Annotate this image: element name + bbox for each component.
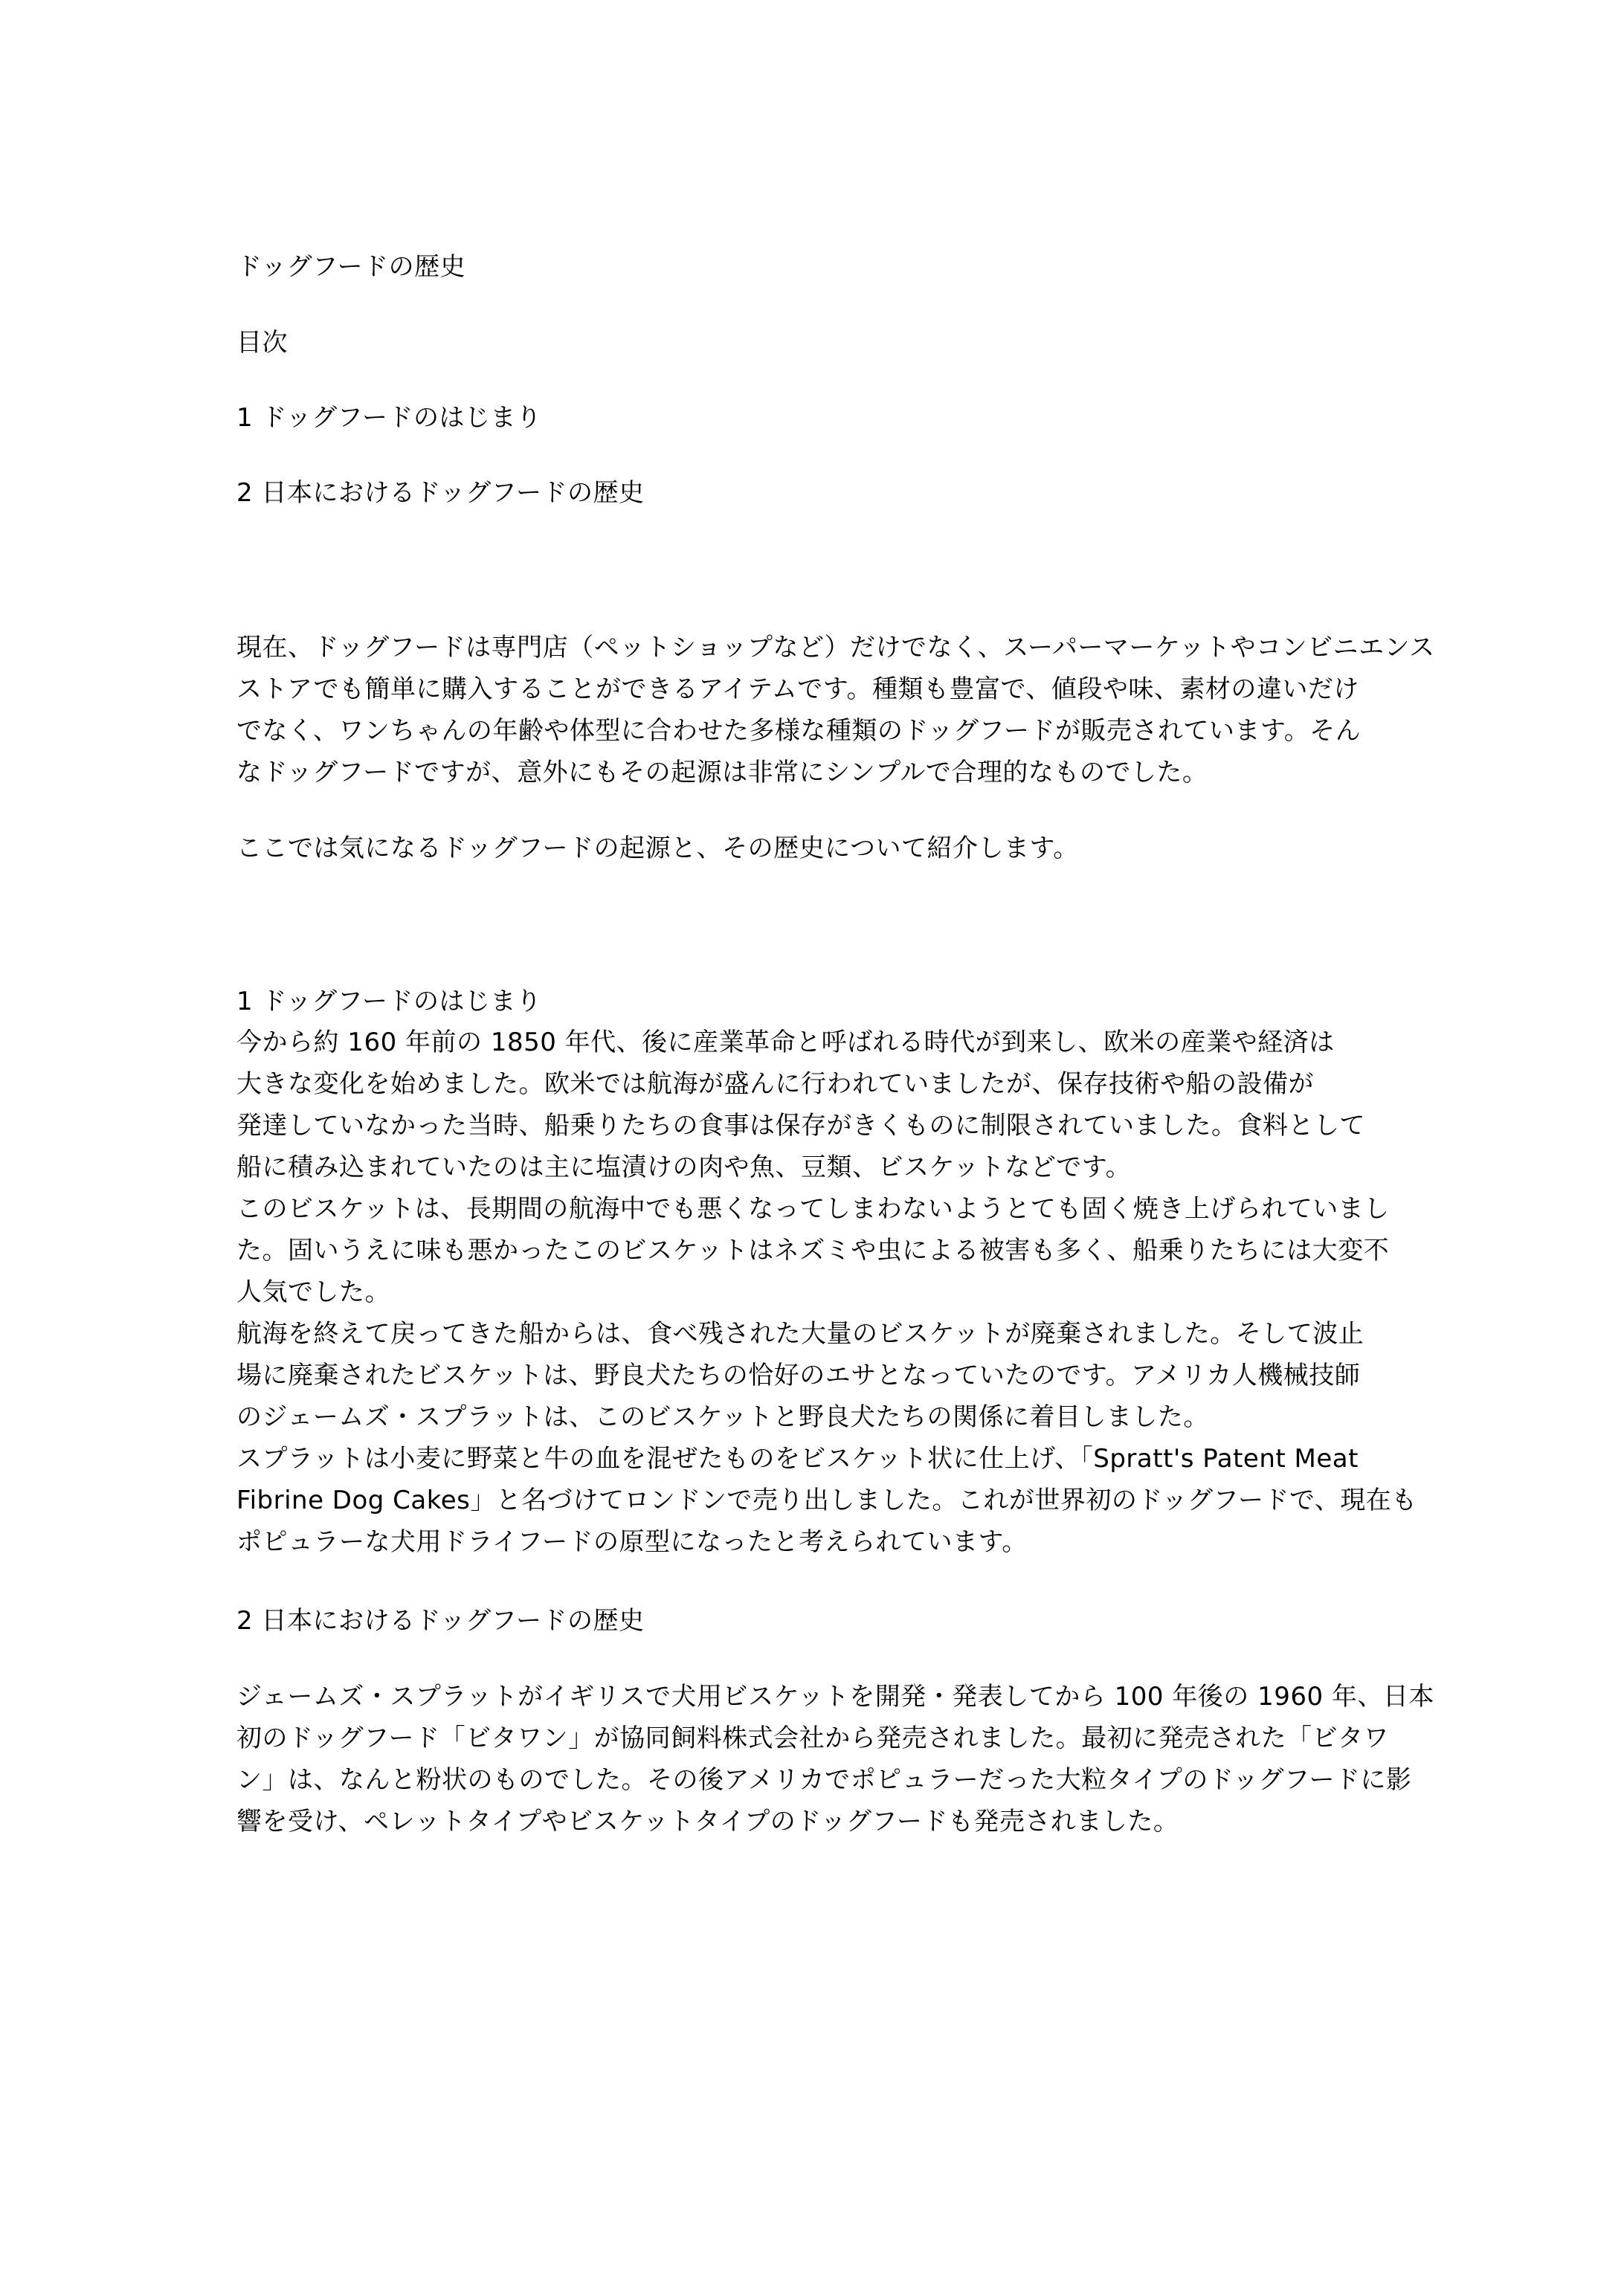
toc-item: 2 日本におけるドッグフードの歴史 bbox=[236, 478, 645, 508]
section1-line: スプラットは小麦に野菜と牛の血を混ぜたものをビスケット状に仕上げ、「Spratt's Patent Meat bbox=[236, 1444, 1359, 1474]
intro-line: 現在、ドッグフードは専門店（ペットショップなど）だけでなく、スーパーマーケットやコンビニエンス bbox=[236, 633, 1435, 662]
section1-line: 人気でした。 bbox=[236, 1277, 390, 1307]
intro-line: なドッグフードですが、意外にもその起源は非常にシンプルで合理的なものでした。 bbox=[236, 758, 1208, 787]
section1-line: た。固いうえに味も悪かったこのビスケットはネズミや虫による被害も多く、船乗りたちには大変不 bbox=[236, 1236, 1390, 1265]
section1-line: 航海を終えて戻ってきた船からは、食べ残された大量のビスケットが廃棄されました。そして波止 bbox=[236, 1319, 1364, 1349]
section1-line: 大きな変化を始めました。欧米では航海が盛んに行われていましたが、保存技術や船の設備が bbox=[236, 1069, 1314, 1099]
intro-line: ストアでも簡単に購入することができるアイテムです。種類も豊富で、値段や味、素材の違いだけ bbox=[236, 674, 1359, 704]
section2-line: 響を受け、ペレットタイプやビスケットタイプのドッグフードも発売されました。 bbox=[236, 1807, 1179, 1837]
section1-line: ポピュラーな犬用ドライフードの原型になったと考えられています。 bbox=[236, 1527, 1028, 1557]
intro-line: でなく、ワンちゃんの年齢や体型に合わせた多様な種類のドッグフードが販売されています。そん bbox=[236, 716, 1362, 746]
section1-line: 今から約 160 年前の 1850 年代、後に産業革命と呼ばれる時代が到来し、欧米の産業や経済は bbox=[236, 1028, 1335, 1057]
toc-heading: 目次 bbox=[236, 328, 288, 358]
section2-line: ン」は、なんと粉状のものでした。その後アメリカでポピュラーだった大粒タイプのドッグフードに影 bbox=[236, 1765, 1412, 1795]
intro-second-line: ここでは気になるドッグフードの起源と、その歴史について紹介します。 bbox=[236, 833, 1079, 863]
section1-heading: 1 ドッグフードのはじまり bbox=[236, 987, 542, 1016]
section1-line: のジェームズ・スプラットは、このビスケットと野良犬たちの関係に着目しました。 bbox=[236, 1402, 1209, 1432]
document-title: ドッグフードの歴史 bbox=[236, 252, 466, 282]
section1-line: Fibrine Dog Cakes」と名づけてロンドンで売り出しました。これが世界初のドッグフードで、現在も bbox=[236, 1486, 1417, 1515]
section2-line: ジェームズ・スプラットがイギリスで犬用ビスケットを開発・発表してから 100 年後の 1960 年、日本 bbox=[236, 1682, 1434, 1712]
toc-item: 1 ドッグフードのはじまり bbox=[236, 403, 542, 433]
section1-line: このビスケットは、長期間の航海中でも悪くなってしまわないようとても固く焼き上げられていまし bbox=[236, 1194, 1390, 1224]
section1-line: 発達していなかった当時、船乗りたちの食事は保存がきくものに制限されていました。食料として bbox=[236, 1111, 1365, 1141]
section2-heading: 2 日本におけるドッグフードの歴史 bbox=[236, 1606, 645, 1636]
section1-line: 場に廃棄されたビスケットは、野良犬たちの恰好のエサとなっていたのです。アメリカ人機械技師 bbox=[236, 1361, 1361, 1390]
section2-line: 初のドッグフード「ビタワン」が協同飼料株式会社から発売されました。最初に発売された「ビタワ bbox=[236, 1723, 1390, 1753]
section1-line: 船に積み込まれていたのは主に塩漬けの肉や魚、豆類、ビスケットなどです。 bbox=[236, 1152, 1132, 1182]
